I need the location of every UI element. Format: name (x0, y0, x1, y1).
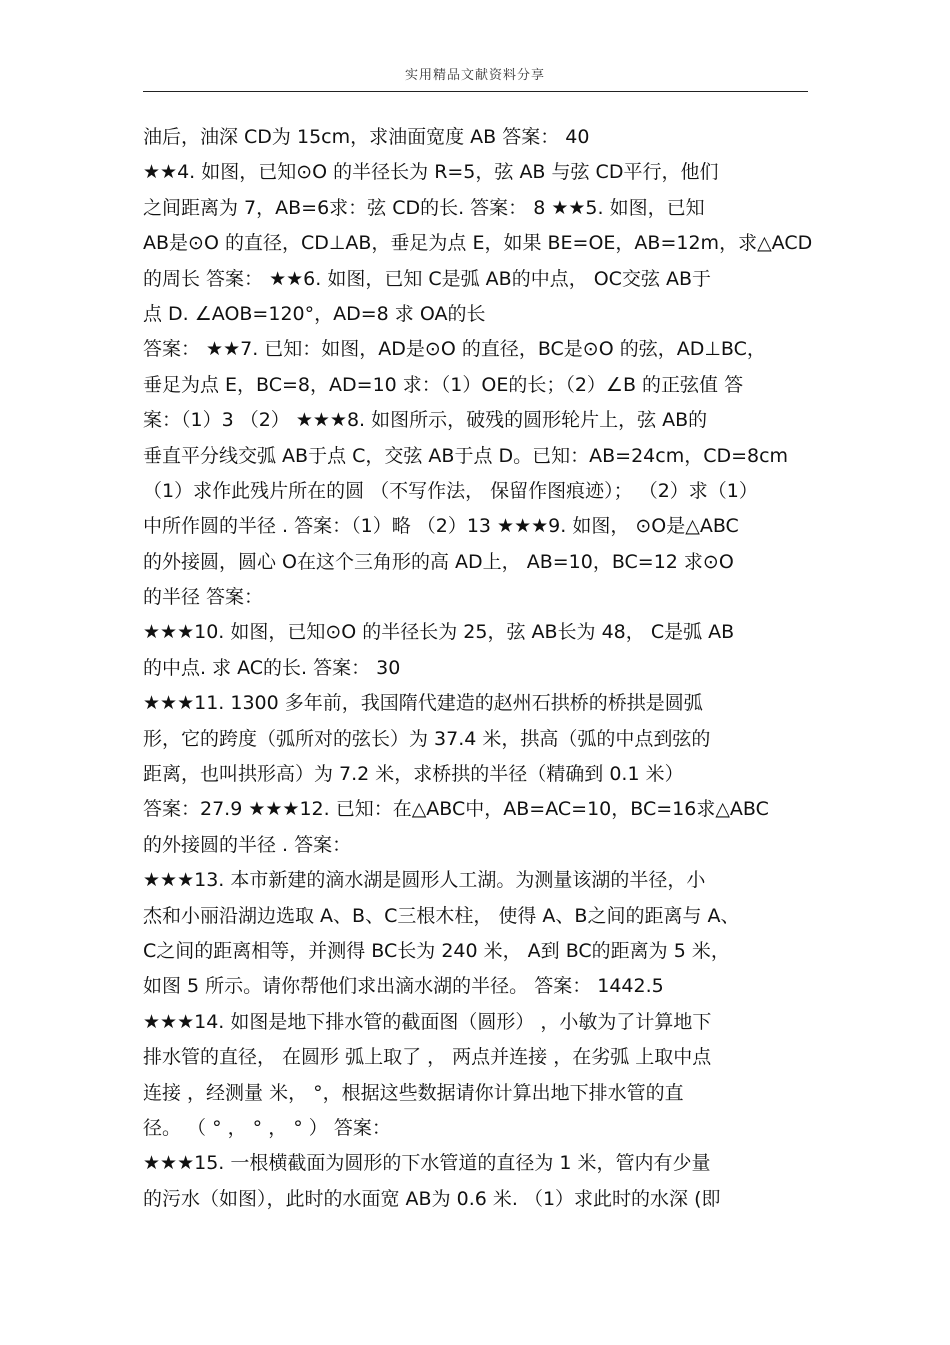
text-line: 的中点. 求 AC的长. 答案： 30 (143, 656, 401, 679)
text-line: ★★★13. 本市新建的滴水湖是圆形人工湖。为测量该湖的半径，小 (143, 869, 706, 892)
text-line: 的外接圆，圆心 O在这个三角形的高 AD上， AB=10，BC=12 求⊙O (143, 550, 734, 573)
text-line: 径。 （ ° ， ° ， ° ） 答案： (143, 1116, 391, 1139)
header-divider (143, 91, 808, 92)
text-line: ★★★14. 如图是地下排水管的截面图（圆形） ，小敏为了计算地下 (143, 1010, 712, 1033)
text-line: C之间的距离相等，并测得 BC长为 240 米， A到 BC的距离为 5 米， (143, 939, 730, 962)
text-line: 答案：27.9 ★★★12. 已知：在△ABC中，AB=AC=10，BC=16求△ABC (143, 798, 769, 821)
text-line: 油后，油深 CD为 15cm，求油面宽度 AB 答案： 40 (143, 126, 590, 148)
text-line: AB是⊙O 的直径，CD⊥AB，垂足为点 E，如果 BE=OE，AB=12m，求△ACD (143, 232, 813, 255)
text-line: 排水管的直径， 在圆形 弧上取了 ， 两点并连接 ，在劣弧 上取中点 (143, 1046, 712, 1069)
text-line: 距离，也叫拱形高）为 7.2 米，求桥拱的半径（精确到 0.1 米） (143, 763, 684, 786)
text-line: （1）求作此残片所在的圆 （不写作法， 保留作图痕迹）； （2）求（1） (143, 479, 758, 502)
text-line: 如图 5 所示。请你帮他们求出滴水湖的半径。 答案： 1442.5 (143, 975, 664, 998)
document-body (143, 120, 823, 1217)
text-line: 杰和小丽沿湖边选取 A、B、C三根木柱， 使得 A、B之间的距离与 A、 (143, 904, 740, 927)
text-line: 答案： ★★7. 已知：如图，AD是⊙O 的直径，BC是⊙O 的弦，AD⊥BC， (143, 338, 766, 361)
text-line: 之间距离为 7，AB=6求：弦 CD的长. 答案： 8 ★★5. 如图，已知 (143, 196, 705, 219)
text-line: ★★★11. 1300 多年前，我国隋代建造的赵州石拱桥的桥拱是圆弧 (143, 692, 703, 715)
text-line: 的周长 答案： ★★6. 如图，已知 C是弧 AB的中点， OC交弦 AB于 (143, 267, 712, 290)
page-header: 实用精品文献资料分享 (404, 68, 545, 83)
text-line: 垂直平分线交弧 AB于点 C，交弦 AB于点 D。已知：AB=24cm，CD=8cm (143, 444, 789, 467)
text-line: 点 D. ∠AOB=120°，AD=8 求 OA的长 (143, 302, 486, 325)
text-line: ★★★10. 如图，已知⊙O 的半径长为 25，弦 AB长为 48， C是弧 AB (143, 621, 735, 644)
text-line: 中所作圆的半径 . 答案：（1）略 （2）13 ★★★9. 如图， ⊙O是△ABC (143, 515, 739, 538)
text-line: 连接 ，经测量 米， °，根据这些数据请你计算出地下排水管的直 (143, 1081, 684, 1104)
text-line: 垂足为点 E，BC=8，AD=10 求：（1）OE的长；（2）∠B 的正弦值 答 (143, 373, 744, 396)
text-line: 的半径 答案： (143, 586, 264, 609)
text-line: 形，它的跨度（弧所对的弦长）为 37.4 米，拱高（弧的中点到弦的 (143, 727, 711, 750)
text-line: 案：（1）3 （2） ★★★8. 如图所示，破残的圆形轮片上，弦 AB的 (143, 409, 708, 432)
text-line: ★★★15. 一根横截面为圆形的下水管道的直径为 1 米，管内有少量 (143, 1152, 711, 1175)
text-line: 的污水（如图），此时的水面宽 AB为 0.6 米. （1）求此时的水深 (即 (143, 1187, 721, 1210)
text-line: 的外接圆的半径 . 答案： (143, 833, 352, 856)
text-line: ★★4. 如图，已知⊙O 的半径长为 R=5，弦 AB 与弦 CD平行，他们 (143, 161, 719, 184)
